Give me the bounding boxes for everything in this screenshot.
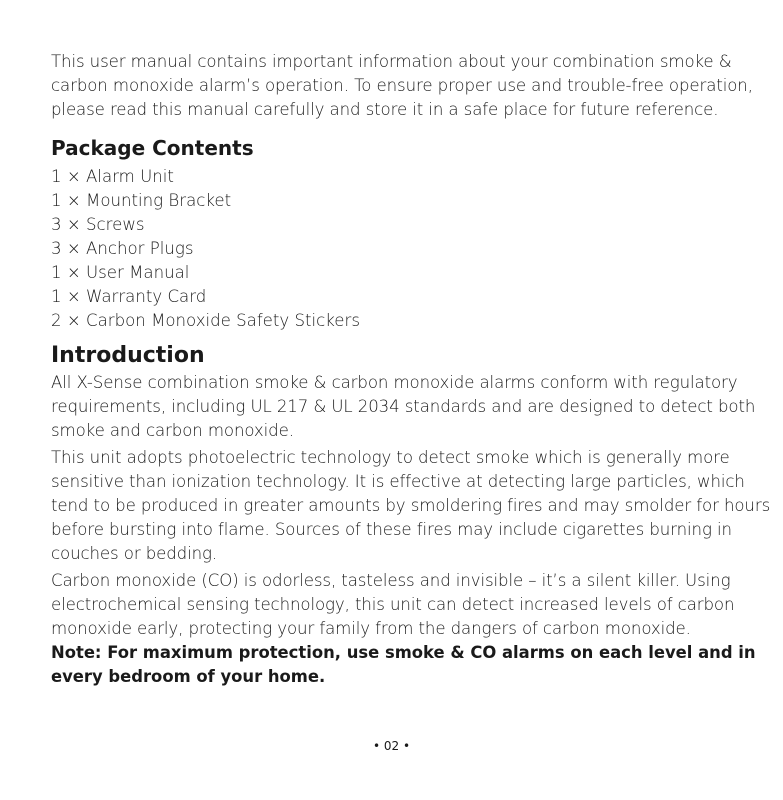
list-item: 3 × Anchor Plugs xyxy=(51,239,194,258)
list-item: 1 × Warranty Card xyxy=(51,287,207,306)
introduction-paragraph-standards: All X-Sense combination smoke & carbon monoxide alarms conform with regulatory requirements, including UL 217 & UL 2034 standards and are designed to detect both smoke and carbon monoxide. xyxy=(51,373,756,440)
list-item: 1 × User Manual xyxy=(51,263,190,282)
package-contents-heading: Package Contents xyxy=(51,136,254,160)
manual-page xyxy=(51,50,779,689)
list-item: 2 × Carbon Monoxide Safety Stickers xyxy=(51,311,360,330)
list-item: 3 × Screws xyxy=(51,215,145,234)
introduction-paragraph-carbon-monoxide: Carbon monoxide (CO) is odorless, tasteless and invisible – it’s a silent killer. Using electrochemical sensing technology, this unit can detect increased levels of carbon monoxide early, protecting your family from the dangers of carbon monoxide. xyxy=(51,571,735,638)
introduction-heading: Introduction xyxy=(51,343,205,368)
introduction-paragraph-photoelectric: This unit adopts photoelectric technology to detect smoke which is generally more sensitive than ionization technology. It is effective at detecting large particles, which tend to be produced in greater amounts by smoldering fires and may smolder for hours before bursting into flame. Sources of these fires may include cigarettes burning in couches or bedding. xyxy=(51,448,771,563)
intro-paragraph: This user manual contains important information about your combination smoke & carbon monoxide alarm’s operation. To ensure proper use and trouble-free operation, please read this manual carefully and store it in a safe place for future reference. xyxy=(51,52,753,119)
list-item: 1 × Alarm Unit xyxy=(51,167,174,186)
list-item: 1 × Mounting Bracket xyxy=(51,191,232,210)
safety-note: Note: For maximum protection, use smoke & CO alarms on each level and in every bedroom of your home. xyxy=(51,643,756,686)
page-number: • 02 • xyxy=(372,739,411,753)
package-contents-list xyxy=(51,165,779,333)
